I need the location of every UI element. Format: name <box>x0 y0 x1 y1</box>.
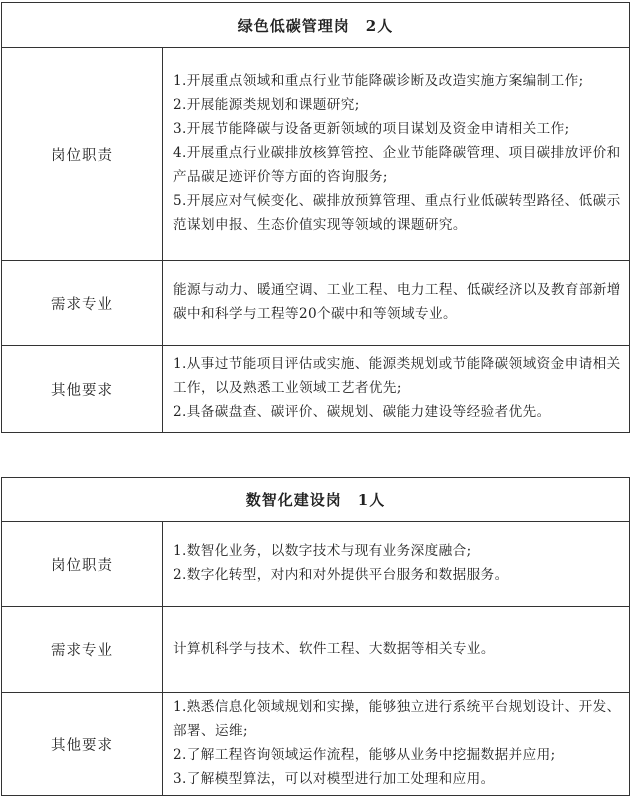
majors-content <box>163 607 630 693</box>
job-table-green-low-carbon <box>1 2 630 433</box>
list-item: 2.了解工程咨询领域运作流程，能够从业务中挖掘数据并应用; <box>173 747 556 763</box>
list-item: 1.熟悉信息化领域规划和实操，能够独立进行系统平台规划设计、开发、部署、运维; <box>173 699 621 739</box>
other-content <box>163 346 630 433</box>
list-item: 3.开展节能降碳与设备更新领域的项目谋划及资金申请相关工作; <box>173 121 570 137</box>
list-item: 3.了解模型算法，可以对模型进行加工处理和应用。 <box>173 771 495 787</box>
list-item: 4.开展重点行业碳排放核算管控、企业节能降碳管理、项目碳排放评价和产品碳足迹评价等方面的咨询服务; <box>173 145 621 185</box>
job-title: 数智化建设岗 1人 <box>2 478 630 522</box>
list-item: 1.从事过节能项目评估或实施、能源类规划或节能降碳领域资金申请相关工作，以及熟悉工业领域工艺者优先; <box>173 356 621 396</box>
list-item: 1.开展重点领域和重点行业节能降碳诊断及改造实施方案编制工作; <box>173 73 584 89</box>
list-item: 2.具备碳盘查、碳评价、碳规划、碳能力建设等经验者优先。 <box>173 404 551 420</box>
row-label-duties: 岗位职责 <box>2 48 163 261</box>
duties-content <box>163 48 630 261</box>
other-content <box>163 693 630 796</box>
duties-content <box>163 522 630 607</box>
job-title: 绿色低碳管理岗 2人 <box>2 3 630 48</box>
row-label-duties: 岗位职责 <box>2 522 163 607</box>
row-label-majors: 需求专业 <box>2 607 163 693</box>
list-item: 5.开展应对气候变化、碳排放预算管理、重点行业低碳转型路径、低碳示范谋划申报、生态价值实现等领域的课题研究。 <box>173 193 621 233</box>
job-table-digital <box>1 477 630 796</box>
list-item: 2.开展能源类规划和课题研究; <box>173 97 360 113</box>
list-item: 计算机科学与技术、软件工程、大数据等相关专业。 <box>173 640 495 657</box>
majors-content <box>163 261 630 346</box>
row-label-majors: 需求专业 <box>2 261 163 346</box>
row-label-other: 其他要求 <box>2 693 163 796</box>
list-item: 能源与动力、暖通空调、工业工程、电力工程、低碳经济以及教育部新增碳中和科学与工程等20个碳中和等领域专业。 <box>173 282 621 322</box>
list-item: 1.数智化业务，以数字技术与现有业务深度融合; <box>173 543 472 559</box>
row-label-other: 其他要求 <box>2 346 163 433</box>
list-item: 2.数字化转型，对内和对外提供平台服务和数据服务。 <box>173 567 509 583</box>
